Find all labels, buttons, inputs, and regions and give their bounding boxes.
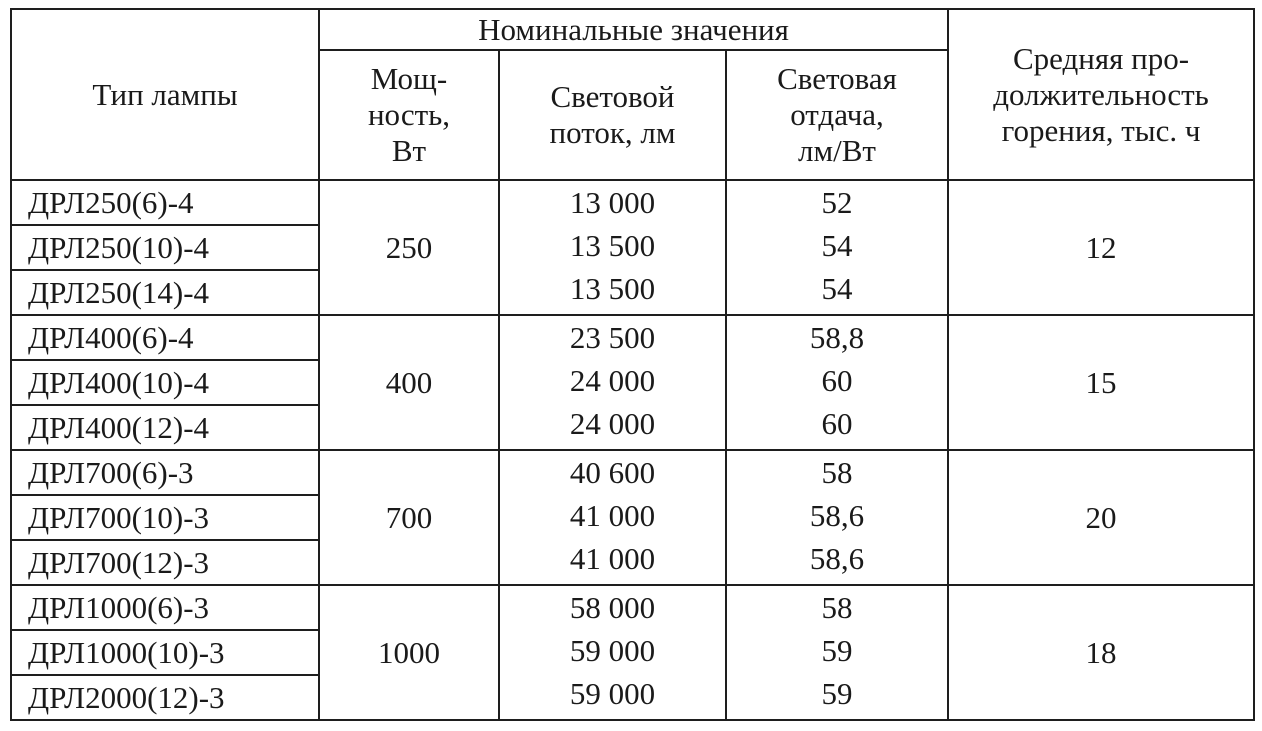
luminous-flux-value: 24 000 bbox=[569, 363, 656, 398]
average-life-cell: 18 bbox=[948, 585, 1254, 720]
table-body bbox=[11, 180, 1254, 720]
header-nominal-values: Номинальные значения bbox=[319, 9, 948, 50]
luminous-flux-value: 23 500 bbox=[569, 320, 656, 355]
luminous-efficacy-value: 58 bbox=[821, 455, 853, 490]
lamp-type-cell: ДРЛ700(12)-3 bbox=[11, 540, 319, 585]
luminous-flux-value: 41 000 bbox=[569, 498, 656, 533]
average-life-cell: 12 bbox=[948, 180, 1254, 315]
lamp-type-cell: ДРЛ400(12)-4 bbox=[11, 405, 319, 450]
luminous-flux-value: 13 500 bbox=[569, 271, 656, 306]
luminous-efficacy-value: 59 bbox=[821, 633, 853, 668]
power-cell: 700 bbox=[319, 450, 499, 585]
lamp-type-cell: ДРЛ1000(6)-3 bbox=[11, 585, 319, 630]
efficacy-group-cell bbox=[726, 585, 948, 720]
luminous-flux-value: 59 000 bbox=[569, 633, 656, 668]
luminous-flux-value: 58 000 bbox=[569, 590, 656, 625]
luminous-efficacy-value: 58 bbox=[821, 590, 853, 625]
average-life-cell: 20 bbox=[948, 450, 1254, 585]
power-cell: 1000 bbox=[319, 585, 499, 720]
luminous-flux-value: 24 000 bbox=[569, 406, 656, 441]
lamp-type-cell: ДРЛ250(14)-4 bbox=[11, 270, 319, 315]
header-average-life: Средняя про- должительность горения, тыс. ч bbox=[948, 9, 1254, 180]
luminous-flux-value: 40 600 bbox=[569, 455, 656, 490]
lamp-type-cell: ДРЛ2000(12)-3 bbox=[11, 675, 319, 720]
luminous-flux-value: 41 000 bbox=[569, 541, 656, 576]
lamp-type-cell: ДРЛ400(10)-4 bbox=[11, 360, 319, 405]
average-life-cell: 15 bbox=[948, 315, 1254, 450]
luminous-efficacy-value: 58,6 bbox=[809, 541, 865, 576]
header-luminous-efficacy: Световая отдача, лм/Вт bbox=[726, 50, 948, 180]
header-luminous-flux: Световой поток, лм bbox=[499, 50, 726, 180]
luminous-flux-value: 13 000 bbox=[569, 185, 656, 220]
luminous-efficacy-value: 54 bbox=[821, 228, 853, 263]
efficacy-group-cell bbox=[726, 315, 948, 450]
flux-group-cell bbox=[499, 180, 726, 315]
power-cell: 400 bbox=[319, 315, 499, 450]
header-lamp-type: Тип лампы bbox=[11, 9, 319, 180]
luminous-efficacy-value: 60 bbox=[821, 406, 853, 441]
table-row bbox=[11, 450, 1254, 495]
luminous-efficacy-value: 52 bbox=[821, 185, 853, 220]
efficacy-group-cell bbox=[726, 450, 948, 585]
power-cell: 250 bbox=[319, 180, 499, 315]
luminous-flux-value: 13 500 bbox=[569, 228, 656, 263]
luminous-efficacy-value: 58,8 bbox=[809, 320, 865, 355]
lamp-specs-table bbox=[10, 8, 1255, 721]
luminous-flux-value: 59 000 bbox=[569, 676, 656, 711]
flux-group-cell bbox=[499, 315, 726, 450]
flux-group-cell bbox=[499, 450, 726, 585]
table-row bbox=[11, 180, 1254, 225]
lamp-type-cell: ДРЛ250(6)-4 bbox=[11, 180, 319, 225]
luminous-efficacy-value: 58,6 bbox=[809, 498, 865, 533]
luminous-efficacy-value: 59 bbox=[821, 676, 853, 711]
luminous-efficacy-value: 54 bbox=[821, 271, 853, 306]
table-row bbox=[11, 315, 1254, 360]
lamp-type-cell: ДРЛ250(10)-4 bbox=[11, 225, 319, 270]
lamp-type-cell: ДРЛ700(10)-3 bbox=[11, 495, 319, 540]
lamp-type-cell: ДРЛ700(6)-3 bbox=[11, 450, 319, 495]
lamp-type-cell: ДРЛ1000(10)-3 bbox=[11, 630, 319, 675]
table-row bbox=[11, 585, 1254, 630]
header-power: Мощ- ность, Вт bbox=[319, 50, 499, 180]
lamp-type-cell: ДРЛ400(6)-4 bbox=[11, 315, 319, 360]
luminous-efficacy-value: 60 bbox=[821, 363, 853, 398]
flux-group-cell bbox=[499, 585, 726, 720]
efficacy-group-cell bbox=[726, 180, 948, 315]
